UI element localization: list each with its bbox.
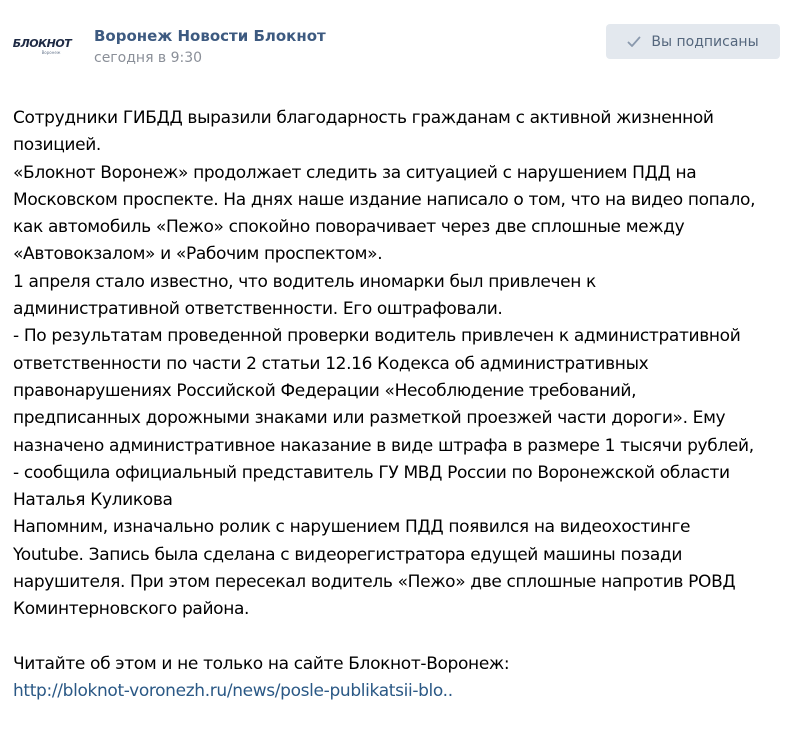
- post-line: Напомним, изначально ролик с нарушением ПДД появился на видеохостинге: [13, 517, 691, 538]
- read-more-text: Читайте об этом и не только на сайте Блокнот-Воронеж:: [13, 653, 510, 674]
- post-header: [0, 0, 800, 80]
- post-line: нарушителя. При этом пересекал водитель «Пежо» две сплошные напротив РОВД: [13, 572, 736, 593]
- blank-line: [13, 624, 793, 651]
- post-line: Youtube. Запись была сделана с видеорегистратора едущей машины позади: [13, 544, 683, 565]
- post-line: - По результатам проведенной проверки водитель привлечен к административной: [13, 326, 741, 347]
- post-line: административной ответственности. Его оштрафовали.: [13, 299, 503, 320]
- post-line: предписанных дорожными знаками или разметкой проезжей части дороги». Ему: [13, 408, 726, 429]
- post-line: Сотрудники ГИБДД выразили благодарность гражданам с активной жизненной: [13, 108, 714, 128]
- post-line: - сообщила официальный представитель ГУ МВД России по Воронежской области: [13, 462, 730, 483]
- article-link[interactable]: http://bloknot-voronezh.ru/news/posle-publikatsii-blo..: [13, 681, 453, 702]
- check-icon: [627, 36, 641, 48]
- avatar-logo: БЛОКНОТ: [12, 36, 72, 50]
- post-text: [13, 105, 793, 706]
- post-line: позицией.: [13, 135, 101, 156]
- post-line: ответственности по части 2 статьи 12.16 Кодекса об административных: [13, 353, 649, 374]
- post-line: «Автовокзалом» и «Рабочим проспектом».: [13, 244, 383, 265]
- link-line: [13, 678, 793, 705]
- avatar-subtext: Воронеж: [41, 49, 61, 55]
- post-line: назначено административное наказание в виде штрафа в размере 1 тысячи рублей,: [13, 435, 754, 456]
- avatar[interactable]: [14, 26, 70, 66]
- post-line: 1 апреля стало известно, что водитель иномарки был привлечен к: [13, 271, 596, 292]
- post-line: Наталья Куликова: [13, 490, 173, 511]
- author-name[interactable]: Воронеж Новости Блокнот: [94, 27, 326, 45]
- post-line: «Блокнот Воронеж» продолжает следить за ситуацией с нарушением ПДД на: [13, 162, 697, 183]
- subscribed-button[interactable]: [606, 24, 780, 59]
- post-line: как автомобиль «Пежо» спокойно поворачивает через две сплошные между: [13, 217, 685, 238]
- post-line: Московском проспекте. На днях наше издание написало о том, что на видео попало,: [13, 189, 756, 210]
- post-date[interactable]: сегодня в 9:30: [94, 50, 203, 66]
- post-line: правонарушениях Российской Федерации «Несоблюдение требований,: [13, 380, 637, 401]
- post-line: Коминтерновского района.: [13, 599, 250, 620]
- subscribed-label: Вы подписаны: [651, 33, 759, 50]
